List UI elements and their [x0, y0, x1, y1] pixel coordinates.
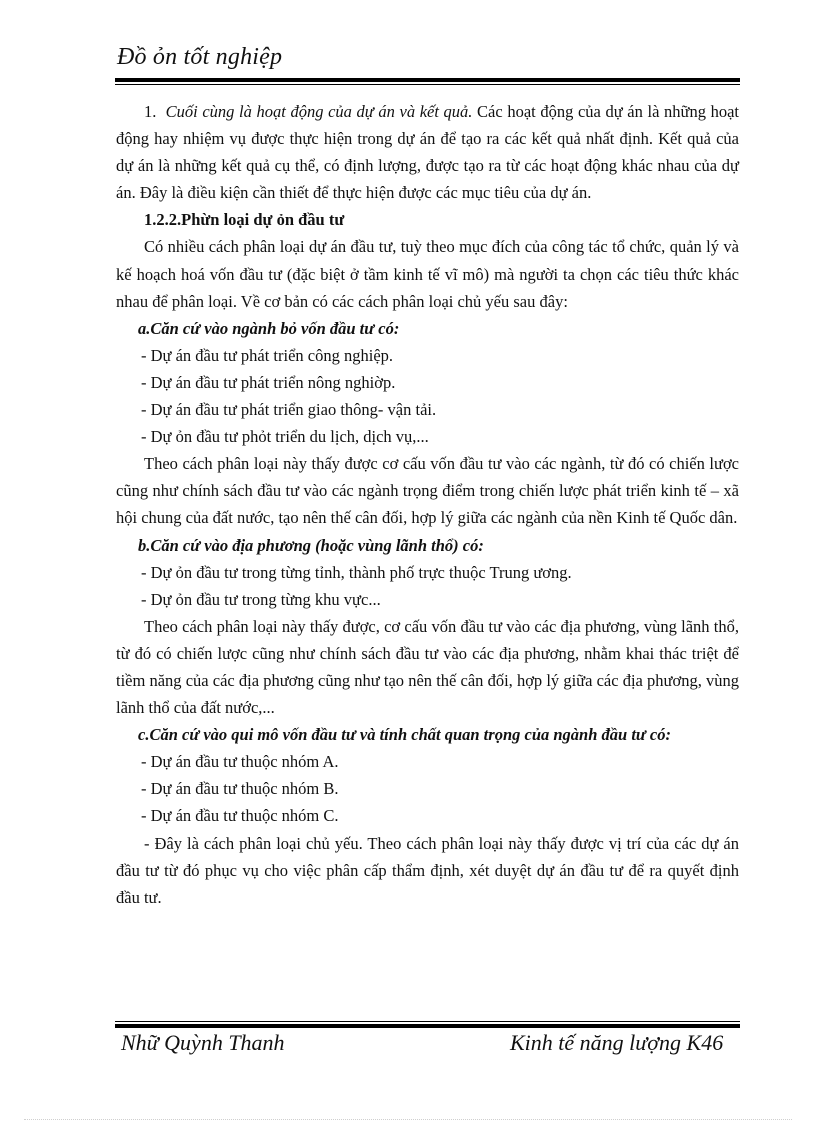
header-rule-thick	[115, 78, 740, 82]
paragraph-activities	[116, 98, 739, 206]
footer-rule-thick	[115, 1024, 740, 1028]
paragraph-a: Theo cách phân loại này thấy được cơ cấu vốn đầu tư vào các ngành, từ đó có chiến lược cũng như chính sách đầu tư vào các ngành trọng điểm trong chiến lược phát triển kinh tế – xã hội chung của đất nước, tạo nên thế cân đối, hợp lý giữa các ngành của nền Kinh tế Quốc dân.	[116, 454, 739, 528]
list-item: - Dự ỏn đầu tư trong từng khu vực...	[141, 589, 381, 609]
list-item: - Dự án đầu tư thuộc nhóm A.	[141, 752, 339, 772]
paragraph-c: - Đây là cách phân loại chủ yếu. Theo cách phân loại này thấy được vị trí của các dự án đầu tư từ đó phục vụ cho việc phân cấp thẩm định, xét duyệt dự án đầu tư để ra quyết định đầu tư.	[116, 833, 739, 907]
activities-heading: Cuối cùng là hoạt động của dự án và kết quả.	[165, 102, 473, 121]
page-edge-dotted-line	[24, 1119, 792, 1120]
footer-author: Nhữ Quỳnh Thanh	[121, 1030, 285, 1055]
subheading-c: c.Căn cứ vào qui mô vốn đầu tư và tính chất quan trọng của ngành đầu tư có:	[138, 725, 671, 745]
paragraph-classification-intro: Có nhiều cách phân loại dự án đầu tư, tuỳ theo mục đích của công tác tổ chức, quản lý và kế hoạch hoá vốn đầu tư (đặc biệt ở tầm kinh tế vĩ mô) mà người ta chọn các tiêu thức khác nhau để phân loại. Về cơ bản có các cách phân loại chủ yếu sau đây:	[116, 237, 739, 311]
footer-class: Kinh tế năng lượng K46	[510, 1030, 724, 1055]
header-title: Đồ ỏn tốt nghiệp	[117, 44, 283, 70]
section-heading: 1.2.2.Phừn loại dự ỏn đầu tư	[144, 210, 345, 230]
list-item: - Dự ỏn đầu tư phỏt triển du lịch, dịch vụ,...	[141, 427, 429, 447]
subheading-b: b.Căn cứ vào địa phương (hoặc vùng lãnh thổ) có:	[138, 535, 484, 555]
list-item: - Dự án đầu tư thuộc nhóm C.	[141, 806, 339, 826]
list-item: - Dự án đầu tư thuộc nhóm B.	[141, 779, 339, 799]
list-item: - Dự án đầu tư phát triển giao thông- vận tải.	[141, 400, 437, 420]
list-item: - Dự án đầu tư phát triển nông nghiờp.	[141, 372, 396, 392]
footer-rule-thin	[115, 1021, 740, 1022]
header-rule-thin	[115, 84, 740, 85]
body-text	[116, 98, 739, 911]
list-item: - Dự ỏn đầu tư trong từng tỉnh, thành phố trực thuộc Trung ương.	[141, 562, 572, 582]
activities-text: Các hoạt động của dự án là những hoạt động hay nhiệm vụ được thực hiện trong dự án để tạo ra các kết quả nhất định. Kết quả của dự án là những kết quả cụ thể, có định lượng, được tạo ra từ các hoạt động khác nhau của dự án. Đây là điều kiện cần thiết để thực hiện được các mục tiêu của dự án.	[116, 102, 739, 203]
list-item: - Dự án đầu tư phát triển công nghiệp.	[141, 345, 394, 365]
list-number: 1.	[144, 102, 157, 121]
subheading-a: a.Căn cứ vào ngành bỏ vốn đầu tư có:	[138, 318, 400, 338]
paragraph-b: Theo cách phân loại này thấy được, cơ cấu vốn đầu tư vào các địa phương, vùng lãnh thổ, từ đó có chiến lược cũng như chính sách đầu tư vào các địa phương, nhằm khai thác triệt để tiềm năng của các địa phương cũng như tạo nên thế cân đối, hợp lý giữa các địa phương, vùng lãnh thổ của đất nước,...	[116, 616, 739, 718]
